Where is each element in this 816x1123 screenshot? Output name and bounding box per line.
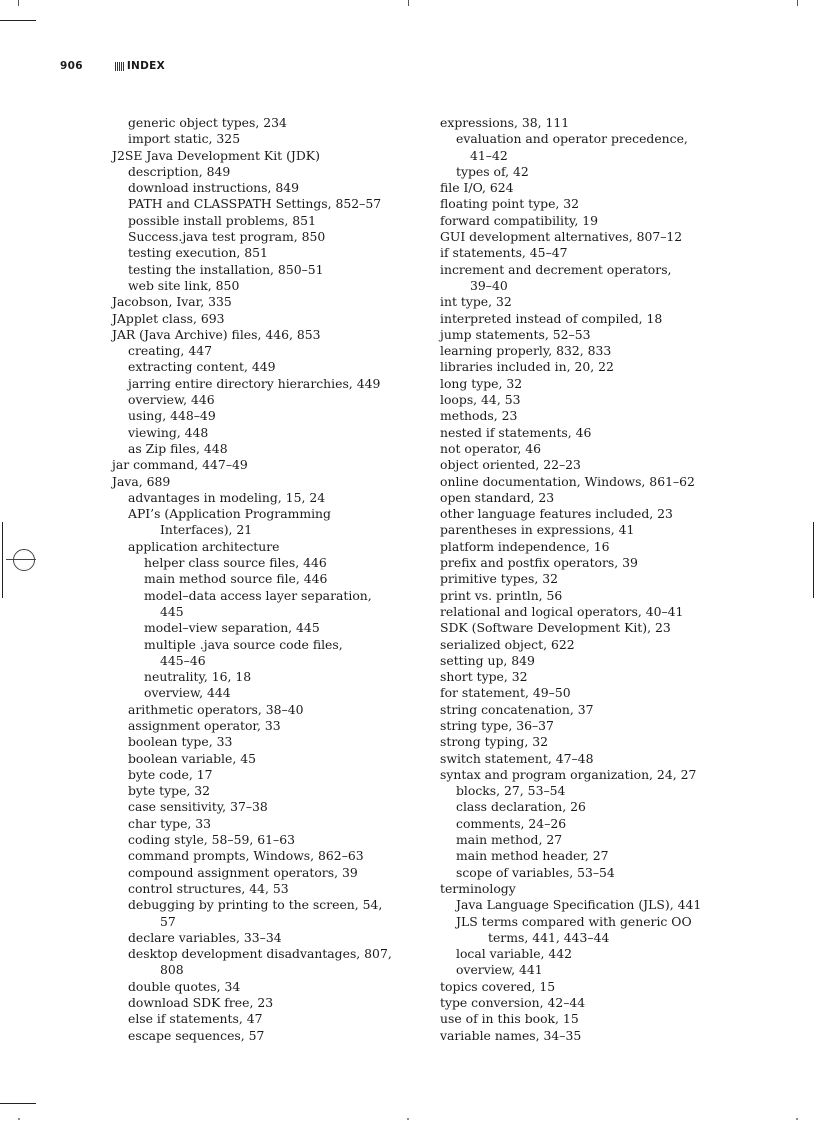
index-entry: local variable, 442	[456, 946, 573, 962]
index-entry: jar command, 447–49	[112, 457, 248, 473]
registration-crosshair-line	[6, 559, 36, 560]
crop-tick-top-right	[797, 0, 798, 6]
index-entry: PATH and CLASSPATH Settings, 852–57	[128, 196, 382, 212]
index-entry: primitive types, 32	[440, 571, 558, 587]
index-entry: platform independence, 16	[440, 538, 610, 554]
index-entry: coding style, 58–59, 61–63	[128, 832, 295, 848]
index-entry: class declaration, 26	[456, 799, 586, 815]
index-entry: multiple .java source code files,	[144, 636, 343, 652]
index-entry: variable names, 34–35	[440, 1027, 582, 1043]
index-entry: main method header, 27	[456, 848, 609, 864]
index-entry: comments, 24–26	[456, 815, 567, 831]
crop-mark-top-left	[0, 20, 36, 21]
index-entry: generic object types, 234	[128, 115, 287, 130]
index-entry: import static, 325	[128, 131, 241, 147]
index-entry: long type, 32	[440, 375, 523, 391]
index-entry: syntax and program organization, 24, 27	[440, 766, 697, 782]
crop-tick-top-left	[18, 0, 19, 6]
index-entry: overview, 444	[144, 685, 231, 701]
index-entry: for statement, 49–50	[440, 685, 571, 701]
index-entry: boolean type, 33	[128, 734, 233, 750]
index-entry: description, 849	[128, 163, 231, 179]
running-header	[60, 60, 165, 72]
index-entry: object oriented, 22–23	[440, 457, 581, 473]
index-entry: Interfaces), 21	[160, 522, 253, 538]
index-entry: relational and logical operators, 40–41	[440, 603, 684, 619]
index-entry: floating point type, 32	[440, 196, 580, 212]
index-entry: 808	[160, 962, 184, 978]
index-entry: advantages in modeling, 15, 24	[128, 489, 326, 505]
index-entry: char type, 33	[128, 815, 212, 831]
index-entry: if statements, 45–47	[440, 245, 568, 261]
index-entry: neutrality, 16, 18	[144, 669, 252, 685]
index-entry: model–data access layer separation,	[144, 587, 372, 603]
index-entry: parentheses in expressions, 41	[440, 522, 635, 538]
index-entry: byte code, 17	[128, 766, 213, 782]
index-entry: JLS terms compared with generic OO	[456, 913, 692, 929]
index-entry: string type, 36–37	[440, 717, 554, 733]
index-entry: debugging by printing to the screen, 54,	[128, 897, 383, 913]
index-entry: libraries included in, 20, 22	[440, 359, 614, 375]
index-entry: application architecture	[128, 538, 280, 554]
index-entry: terms, 441, 443–44	[488, 929, 610, 945]
index-entry: string concatenation, 37	[440, 701, 594, 717]
index-entry: main method, 27	[456, 832, 563, 848]
index-entry: extracting content, 449	[128, 359, 276, 375]
index-entry: testing execution, 851	[128, 245, 268, 261]
index-entry: int type, 32	[440, 294, 512, 310]
registration-circle-icon	[13, 549, 35, 571]
crop-tick-top-center	[408, 0, 409, 6]
crop-dot-bottom-left	[18, 1118, 20, 1120]
index-entry: prefix and postfix operators, 39	[440, 555, 638, 571]
index-entry: types of, 42	[456, 163, 529, 179]
index-entry: Java, 689	[112, 473, 171, 489]
index-entry: terminology	[440, 880, 516, 896]
index-entry: desktop development disadvantages, 807,	[128, 946, 392, 962]
index-entry: nested if statements, 46	[440, 424, 592, 440]
index-entry: main method source file, 446	[144, 571, 328, 587]
index-entry: as Zip files, 448	[128, 440, 228, 456]
index-entry: scope of variables, 53–54	[456, 864, 615, 880]
registration-line-right	[813, 522, 814, 598]
index-entry: forward compatibility, 19	[440, 212, 598, 228]
index-entry: Jacobson, Ivar, 335	[112, 294, 232, 310]
index-entry: web site link, 850	[128, 277, 240, 293]
index-entry: J2SE Java Development Kit (JDK)	[112, 147, 320, 163]
index-entry: use of in this book, 15	[440, 1011, 579, 1027]
crop-dot-bottom-right	[796, 1118, 798, 1120]
index-entry: 41–42	[470, 147, 508, 163]
crop-mark-bottom-left	[0, 1103, 36, 1104]
index-entry: file I/O, 624	[440, 180, 514, 196]
index-entry: setting up, 849	[440, 652, 535, 668]
index-entry: using, 448–49	[128, 408, 216, 424]
index-entry: interpreted instead of compiled, 18	[440, 310, 663, 326]
index-entry: overview, 446	[128, 392, 215, 408]
index-entry: JAR (Java Archive) files, 446, 853	[112, 326, 321, 342]
index-entry: possible install problems, 851	[128, 212, 316, 228]
index-entry: 39–40	[470, 277, 508, 293]
index-entry: overview, 441	[456, 962, 543, 978]
index-entry: compound assignment operators, 39	[128, 864, 358, 880]
index-entry: helper class source files, 446	[144, 555, 327, 571]
index-entry: double quotes, 34	[128, 978, 241, 994]
index-entry: escape sequences, 57	[128, 1027, 265, 1043]
index-entry: online documentation, Windows, 861–62	[440, 473, 695, 489]
index-column-left	[112, 115, 402, 1044]
index-entry: control structures, 44, 53	[128, 880, 289, 896]
index-entry: 57	[160, 913, 176, 929]
index-entry: other language features included, 23	[440, 506, 673, 522]
index-entry: jump statements, 52–53	[440, 326, 591, 342]
index-entry: download instructions, 849	[128, 180, 300, 196]
index-entry: model–view separation, 445	[144, 620, 320, 636]
index-entry: switch statement, 47–48	[440, 750, 594, 766]
index-entry: loops, 44, 53	[440, 392, 521, 408]
index-entry: byte type, 32	[128, 783, 211, 799]
registration-line-left	[2, 522, 3, 598]
header-rule-icon	[115, 62, 124, 71]
index-entry: strong typing, 32	[440, 734, 549, 750]
page-number: 906	[60, 60, 83, 72]
index-entry: methods, 23	[440, 408, 518, 424]
crop-dot-bottom-center	[407, 1118, 409, 1120]
index-entry: 445–46	[160, 652, 206, 668]
index-entry: viewing, 448	[128, 424, 209, 440]
index-entry: boolean variable, 45	[128, 750, 256, 766]
index-entry: assignment operator, 33	[128, 717, 281, 733]
index-entry: JApplet class, 693	[112, 310, 225, 326]
section-title: INDEX	[126, 60, 166, 72]
index-entry: API’s (Application Programming	[128, 506, 331, 522]
index-column-right	[440, 115, 710, 1044]
index-entry: topics covered, 15	[440, 978, 556, 994]
index-entry: blocks, 27, 53–54	[456, 783, 566, 799]
index-entry: download SDK free, 23	[128, 995, 274, 1011]
index-entry: jarring entire directory hierarchies, 449	[128, 375, 381, 391]
index-entry: command prompts, Windows, 862–63	[128, 848, 364, 864]
index-entry: 445	[160, 603, 184, 619]
index-entry: evaluation and operator precedence,	[456, 131, 688, 147]
index-entry: arithmetic operators, 38–40	[128, 701, 304, 717]
index-entry: creating, 447	[128, 343, 212, 359]
index-entry: short type, 32	[440, 669, 528, 685]
index-entry: case sensitivity, 37–38	[128, 799, 268, 815]
index-entry: increment and decrement operators,	[440, 261, 672, 277]
index-entry: open standard, 23	[440, 489, 555, 505]
index-entry: Success.java test program, 850	[128, 229, 326, 245]
index-entry: type conversion, 42–44	[440, 995, 586, 1011]
index-entry: GUI development alternatives, 807–12	[440, 229, 683, 245]
index-entry: learning properly, 832, 833	[440, 343, 612, 359]
index-entry: declare variables, 33–34	[128, 929, 282, 945]
index-entry: expressions, 38, 111	[440, 115, 570, 130]
index-entry: not operator, 46	[440, 440, 542, 456]
index-entry: else if statements, 47	[128, 1011, 263, 1027]
index-entry: testing the installation, 850–51	[128, 261, 324, 277]
index-entry: serialized object, 622	[440, 636, 575, 652]
index-entry: SDK (Software Development Kit), 23	[440, 620, 671, 636]
index-entry: print vs. println, 56	[440, 587, 563, 603]
index-entry: Java Language Specification (JLS), 441	[456, 897, 702, 913]
